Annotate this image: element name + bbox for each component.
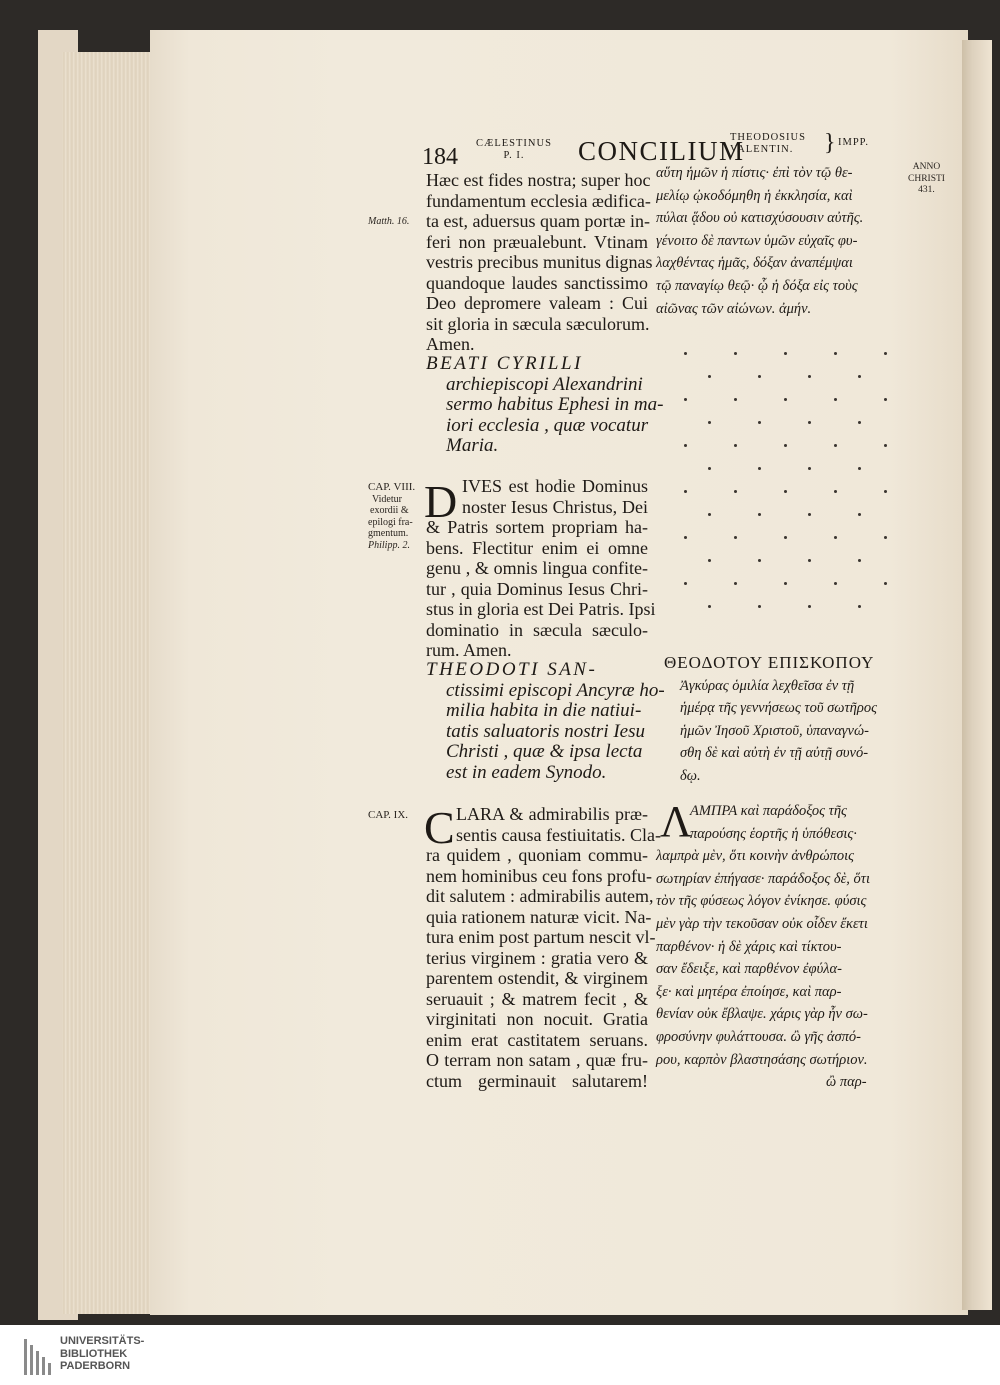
running-head-right (730, 132, 806, 156)
latin-heading-line: iori ecclesia , quæ vocatur (446, 414, 649, 436)
latin-line: dominatio in sæcula sæculo- (426, 619, 648, 640)
greek-line: μὲν γὰρ τὴν τεκοῦσαν οὐκ οἶδεν ἔκετι (656, 915, 868, 932)
latin-heading-line: Maria. (446, 435, 499, 456)
lacuna-dot (884, 536, 887, 539)
lacuna-dot (684, 582, 687, 585)
latin-paragraph-1 (426, 170, 653, 355)
drop-cap-c: C (424, 802, 455, 853)
greek-line: λαχθέντας ἡμᾶς, δόξαν ἀναπέμψαι (656, 255, 853, 272)
lacuna-dot (758, 421, 761, 424)
margin-note-matthew: Matth. 16. (368, 216, 410, 227)
latin-line: LARA & admirabilis præ- (456, 804, 648, 824)
lacuna-dot (834, 536, 837, 539)
lacuna-dot (684, 398, 687, 401)
lacuna-dot (784, 398, 787, 401)
margin-note-cap9: CAP. IX. (368, 809, 409, 821)
greek-line: πύλαι ᾅδου οὐ κατισχύσουσιν αὐτῆς. (656, 210, 864, 227)
latin-line: tur , quia Dominus Iesus Chri- (426, 578, 648, 599)
latin-line: IVES est hodie Dominus (462, 476, 648, 496)
latin-line: rum. Amen. (426, 640, 512, 660)
greek-paragraph-1 (656, 162, 863, 320)
lacuna-dots (660, 340, 920, 640)
latin-line: enim erat castitatem seruans. (426, 1029, 648, 1050)
latin-line: Deo depromere valeam : Cui (426, 293, 648, 313)
lacuna-dot (858, 559, 861, 562)
latin-heading-line: est in eadem Synodo. (446, 761, 607, 783)
latin-line: parentem ostendit, & virginem (426, 968, 648, 988)
lacuna-dot (708, 421, 711, 424)
year-note (908, 162, 945, 197)
lacuna-dot (784, 490, 787, 493)
latin-heading-line: ctissimi episcopi Ancyræ ho- (446, 679, 665, 701)
lacuna-dot (784, 444, 787, 447)
lacuna-dot (834, 444, 837, 447)
greek-heading-line: ΘΕΟΔΟΤΟΥ ΕΠΙΣΚΟΠΟΥ (664, 653, 875, 672)
greek-line: ὢ παρ- (826, 1074, 867, 1091)
running-head-right-line: VALENTIN. (730, 144, 794, 155)
logo-text-line: UNIVERSITÄTS- (60, 1335, 145, 1347)
lacuna-dot (784, 582, 787, 585)
latin-line: sentis causa festiuitatis. Cla- (456, 824, 661, 845)
lacuna-dot (684, 444, 687, 447)
greek-line: θενίαν οὐκ ἔβλαψε. χάρις γὰρ ἦν σω- (656, 1006, 868, 1023)
header-imperators: IMPP. (838, 137, 869, 148)
latin-line: Amen. (426, 334, 475, 354)
lacuna-dot (734, 398, 737, 401)
latin-heading-line: THEODOTI SAN- (426, 659, 598, 680)
greek-line: σαν ἔδειξε, καὶ παρθένον ἐφύλα- (656, 961, 842, 978)
drop-cap-lambda: Λ (660, 797, 692, 846)
running-head-left-line: P. I. (503, 150, 525, 161)
lacuna-dot (708, 605, 711, 608)
greek-line: λαμπρὰ μὲν, ὅτι κοινὴν ἀνθρώποις (656, 848, 855, 865)
lacuna-dot (834, 582, 837, 585)
facing-page-edge (962, 40, 992, 1310)
greek-heading-line: ἡμέρᾳ τῆς γεννήσεως τοῦ σωτῆρος (680, 700, 877, 717)
drop-cap-d: D (424, 476, 458, 527)
lacuna-dot (808, 605, 811, 608)
margin-note-line: Videtur (372, 493, 402, 505)
lacuna-dot (758, 605, 761, 608)
running-head-left (476, 138, 552, 162)
lacuna-dot (708, 467, 711, 470)
greek-heading-line: Ἀγκύρας ὁμιλία λεχθεῖσα ἐν τῇ (680, 677, 855, 694)
greek-line: αἰῶνας τῶν αἰώνων. ἀμήν. (656, 300, 812, 317)
year-note-line: CHRISTI (908, 173, 945, 184)
greek-line: αὕτη ἡμῶν ἡ πίστις· ἐπὶ τὸν τῷ θε- (656, 165, 853, 181)
lacuna-dot (758, 467, 761, 470)
latin-line: virginitati non nocuit. Gratia (426, 1009, 648, 1029)
greek-heading-line: ἡμῶν Ἰησοῦ Χριστοῦ, ὑπαναγνώ- (680, 722, 869, 739)
latin-line: ctum germinauit salutarem! (426, 1070, 648, 1091)
header-brace: } (824, 130, 836, 156)
logo-text-line: BIBLIOTHEK (60, 1347, 128, 1360)
latin-line: quia rationem naturæ vicit. Na- (426, 906, 652, 927)
greek-line: φροσύνην φυλάττουσα. ὢ γῆς ἀσπό- (656, 1028, 861, 1045)
lacuna-dot (708, 559, 711, 562)
greek-line: παρθένον· ἡ δὲ χάρις καὶ τίκτου- (656, 938, 842, 955)
latin-line: genu , & omnis lingua confite- (426, 558, 648, 578)
greek-heading-theodotus (664, 652, 877, 788)
lacuna-dot (684, 536, 687, 539)
header-title: CONCILIUM (578, 136, 745, 166)
lacuna-dot (834, 352, 837, 355)
page-number: 184 (422, 144, 458, 170)
library-logo-text (60, 1335, 144, 1373)
latin-line: quandoque laudes sanctissimo (426, 272, 648, 293)
latin-line: seruauit ; & matrem fecit , & (426, 988, 648, 1009)
lacuna-dot (708, 375, 711, 378)
greek-line: τὸν τῆς φύσεως λόγον ἐνίκησε. φύσις (656, 893, 867, 910)
year-note-line: ANNO (912, 162, 941, 172)
latin-line: bens. Flectitur enim ei omne (426, 537, 648, 558)
lacuna-dot (784, 536, 787, 539)
latin-line: feri non præualebunt. Vtinam (426, 231, 648, 252)
latin-heading-line: archiepiscopi Alexandrini (446, 373, 643, 395)
latin-line: nem hominibus ceu fons profu- (426, 865, 652, 886)
latin-line: noster Iesus Christus, Dei (462, 496, 648, 517)
greek-line: μελίῳ ᾠκοδόμηθη ἡ ἐκκλησία, καὶ (656, 187, 853, 204)
latin-line: dit salutem : admirabilis autem, (426, 886, 654, 906)
lacuna-dot (808, 421, 811, 424)
lacuna-dot (808, 375, 811, 378)
margin-note-line: exordii & (370, 505, 409, 516)
lacuna-dot (884, 582, 887, 585)
latin-heading-line: sermo habitus Ephesi in ma- (446, 394, 664, 415)
greek-line: σωτηρίαν ἐπήγασε· παράδοξος δὲ, ὅτι (656, 870, 871, 887)
lacuna-dot (858, 421, 861, 424)
lacuna-dot (758, 513, 761, 516)
latin-line: vestris precibus munitus dignas (426, 252, 653, 272)
lacuna-dot (684, 490, 687, 493)
library-logo-icon (24, 1339, 54, 1375)
lacuna-dot (884, 398, 887, 401)
logo-text-line: PADERBORN (60, 1360, 131, 1372)
greek-heading-line: σθη δὲ καὶ αὐτὴ ἐν τῇ αὐτῇ συνό- (680, 745, 869, 762)
latin-heading-cyril (426, 354, 663, 457)
page-stack-edges (62, 52, 162, 1314)
lacuna-dot (734, 582, 737, 585)
lacuna-dot (858, 375, 861, 378)
latin-heading-line: milia habita in die natiui- (446, 700, 642, 721)
latin-line: ra quidem , quoniam commu- (426, 845, 648, 865)
lacuna-dot (758, 559, 761, 562)
lacuna-dot (758, 375, 761, 378)
latin-line: fundamentum ecclesia ædifica- (426, 190, 651, 211)
margin-note-line: gmentum. (368, 528, 409, 539)
lacuna-dot (734, 490, 737, 493)
footer-bar (0, 1325, 1000, 1385)
latin-line: terius virginem : gratia vero & (426, 947, 648, 968)
latin-line: ta est, aduersus quam portæ in- (426, 211, 650, 231)
latin-heading-line: Christi , quæ & ipsa lecta (446, 741, 643, 762)
latin-line: O terram non satam , quæ fru- (426, 1050, 648, 1070)
margin-note-cap8 (368, 482, 415, 551)
lacuna-dot (834, 490, 837, 493)
latin-paragraph-2 (426, 476, 656, 661)
lacuna-dot (884, 490, 887, 493)
lacuna-dot (808, 467, 811, 470)
latin-paragraph-3 (426, 804, 661, 1091)
latin-line: sit gloria in sæcula sæculorum. (426, 313, 650, 334)
greek-line: ΑΜΠΡΑ καὶ παράδοξος τῆς (690, 803, 847, 819)
latin-heading-theodotus (426, 660, 665, 783)
latin-line: & Patris sortem propriam ha- (426, 517, 648, 537)
greek-line: γένοιτο δὲ παντων ὑμῶν εὐχαῖς φυ- (656, 232, 858, 249)
lacuna-dot (808, 513, 811, 516)
latin-heading-line: BEATI CYRILLI (426, 353, 583, 374)
lacuna-dot (858, 513, 861, 516)
latin-heading-line: tatis saluatoris nostri Iesu (446, 720, 645, 742)
greek-line: τῷ παναγίῳ θεῷ· ᾧ ἡ δόξα εἰς τοὺς (656, 277, 858, 294)
margin-note-line: CAP. VIII. (368, 481, 416, 493)
greek-line: παρούσης ἑορτῆς ἡ ὑπόθεσις· (690, 825, 857, 842)
lacuna-dot (734, 536, 737, 539)
latin-line: stus in gloria est Dei Patris. Ipsi (426, 599, 656, 619)
lacuna-dot (784, 352, 787, 355)
margin-note-line: epilogi fra- (368, 516, 413, 528)
margin-note-line: Philipp. 2. (368, 539, 410, 551)
lacuna-dot (808, 559, 811, 562)
lacuna-dot (858, 605, 861, 608)
running-head-right-line: THEODOSIUS (730, 132, 806, 143)
lacuna-dot (884, 444, 887, 447)
latin-line: tura enim post partum nescit vl- (426, 927, 656, 947)
lacuna-dot (734, 444, 737, 447)
latin-line: Hæc est fides nostra; super hoc (426, 170, 651, 190)
lacuna-dot (684, 352, 687, 355)
running-head-left-line: CÆLESTINUS (476, 138, 552, 149)
lacuna-dot (884, 352, 887, 355)
lacuna-dot (834, 398, 837, 401)
lacuna-dot (708, 513, 711, 516)
greek-line: ξε· καὶ μητέρα ἐποίησε, καὶ παρ- (656, 983, 842, 1000)
lacuna-dot (734, 352, 737, 355)
greek-line: ρου, καρπὸν βλαστησάσης σωτήριον. (656, 1051, 868, 1068)
lacuna-dot (858, 467, 861, 470)
year-note-line: 431. (918, 185, 935, 195)
greek-paragraph-3 (656, 797, 871, 1094)
greek-heading-line: δῳ. (680, 767, 701, 784)
